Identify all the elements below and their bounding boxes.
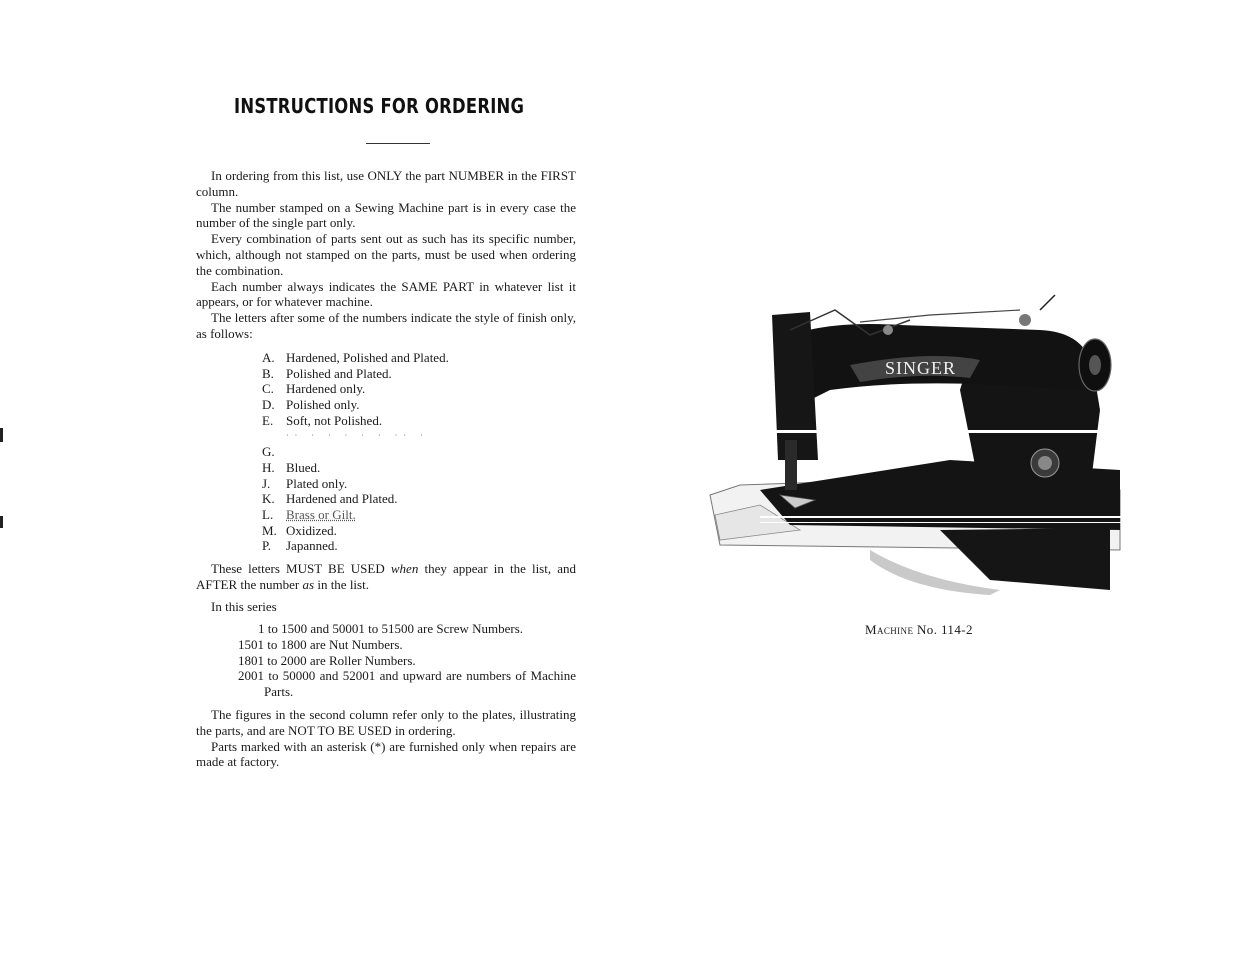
faded-line: ·· · · · · · ·· ·	[286, 431, 429, 441]
series-item: 1501 to 1800 are Nut Numbers.	[238, 636, 403, 652]
finish-letter: G.	[262, 444, 275, 460]
page-title: INSTRUCTIONS FOR ORDERING	[234, 94, 525, 118]
caption-number: No. 114-2	[917, 622, 973, 637]
finish-letter: M.	[262, 522, 277, 538]
finish-item	[262, 366, 449, 382]
finish-item	[262, 523, 449, 539]
paragraph: In this series	[211, 599, 277, 614]
caption-word: Machine	[865, 622, 914, 637]
paragraph: The figures in the second column refer only to the plates, illustrating the parts, and are NOT TO BE USED in ordering.	[196, 707, 576, 738]
paragraph: Parts marked with an asterisk (*) are furnished only when repairs are made at factory.	[196, 738, 576, 770]
finish-description: Japanned.	[286, 538, 338, 554]
finish-letter: B.	[262, 365, 274, 381]
finish-description: Blued.	[286, 459, 321, 475]
paragraph: Every combination of parts sent out as such has its specific number, which, although not stamped on the parts, must be used when ordering the combination.	[196, 231, 576, 278]
finish-description: Plated only.	[286, 475, 348, 491]
finish-item	[262, 507, 449, 523]
finish-description: Hardened only.	[286, 381, 366, 397]
finish-letter: P.	[262, 538, 272, 554]
finish-description: Oxidized.	[286, 522, 337, 538]
note-emphasis: when	[390, 561, 419, 576]
finish-letter: H.	[262, 459, 275, 475]
title-rule	[366, 143, 430, 144]
paragraph: Each number always indicates the SAME PART in whatever list it appears, or for whatever machine.	[196, 278, 576, 310]
finish-item	[262, 491, 449, 507]
finish-item	[262, 538, 449, 554]
finish-description: Hardened, Polished and Plated.	[286, 350, 449, 365]
closing-notes	[196, 707, 576, 770]
letters-usage-note	[196, 561, 576, 593]
finish-item	[262, 381, 449, 397]
series-intro	[196, 599, 576, 615]
paragraph: The letters after some of the numbers indicate the style of finish only, as follows:	[196, 310, 576, 341]
finish-letter: C.	[262, 381, 274, 397]
finish-letter-list	[262, 350, 449, 554]
paragraph	[196, 561, 576, 593]
note-text: in the list.	[314, 576, 369, 592]
finish-item	[262, 476, 449, 492]
finish-letter: J.	[262, 475, 271, 491]
page-edge-mark	[0, 428, 3, 442]
paragraph: The number stamped on a Sewing Machine part is in every case the number of the single part only.	[196, 199, 576, 231]
page-edge-mark	[0, 516, 3, 528]
machine-illustration	[700, 290, 1140, 610]
sewing-machine-image	[700, 290, 1140, 610]
note-emphasis: as	[302, 576, 315, 592]
finish-letter: E.	[262, 412, 274, 428]
finish-description: Polished and Plated.	[286, 365, 392, 381]
finish-letter: K.	[262, 491, 275, 507]
finish-description: Soft, not Polished.	[286, 412, 383, 428]
paragraph: In ordering from this list, use ONLY the part NUMBER in the FIRST column.	[196, 168, 576, 199]
finish-description: Hardened and Plated.	[286, 491, 398, 507]
series-item: 2001 to 50000 and 52001 and upward are numbers of Machine Parts.	[238, 668, 576, 700]
finish-item	[262, 350, 449, 366]
finish-description: Brass or Gilt.	[286, 506, 356, 522]
finish-letter: A.	[262, 350, 275, 365]
note-text: These letters MUST BE USED	[211, 561, 391, 576]
figure-caption	[865, 622, 973, 638]
finish-item	[262, 397, 449, 413]
series-item: 1801 to 2000 are Roller Numbers.	[238, 652, 416, 668]
finish-letter: D.	[262, 397, 275, 413]
machine-brand-text: SINGER	[885, 358, 957, 378]
note-text: they appear in the list, and AFTER the number	[196, 561, 576, 592]
finish-description: Polished only.	[286, 397, 360, 413]
number-series-list	[238, 621, 576, 700]
finish-item	[262, 413, 449, 429]
instructions-page	[196, 0, 578, 954]
finish-item	[262, 444, 449, 460]
ordering-instructions	[196, 168, 576, 342]
series-item: 1 to 1500 and 50001 to 51500 are Screw Numbers.	[258, 621, 524, 636]
finish-letter: L.	[262, 506, 274, 522]
finish-item	[262, 460, 449, 476]
